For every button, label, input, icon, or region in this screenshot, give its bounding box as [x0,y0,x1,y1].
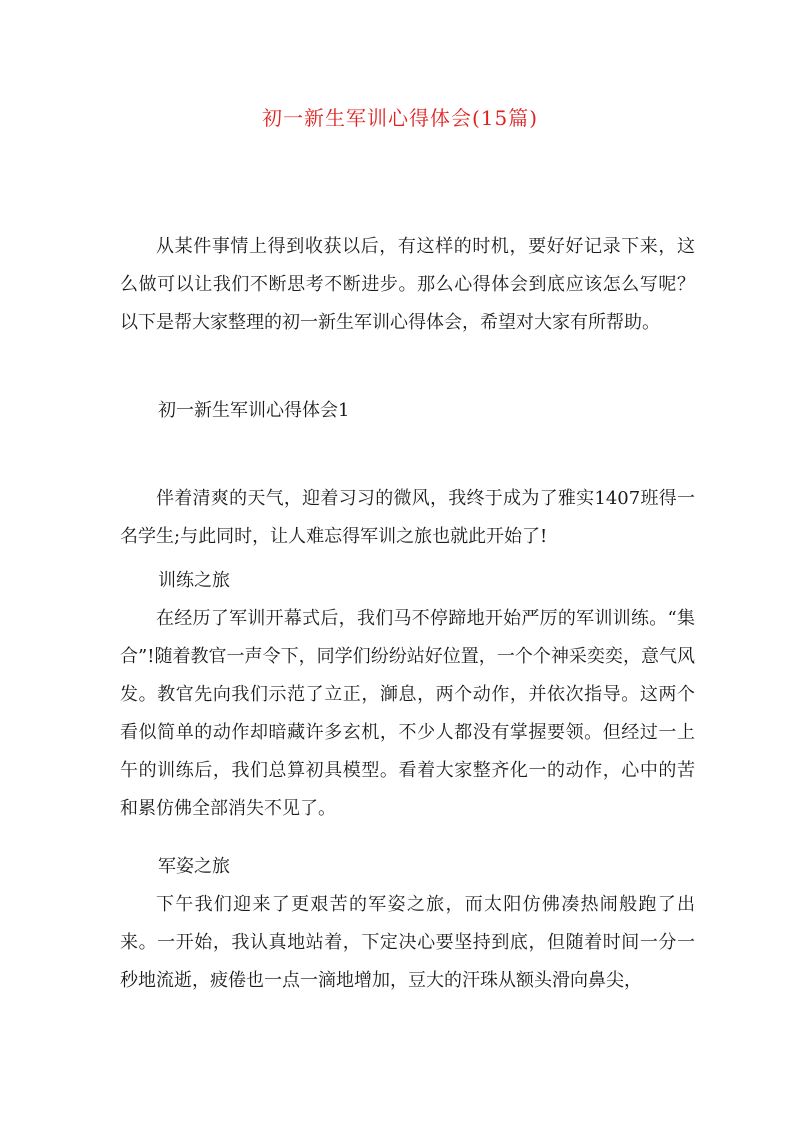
section-heading: 初一新生军训心得体会1 [158,400,350,421]
subheading-posture: 军姿之旅 [158,856,230,877]
paragraph-opening: 伴着清爽的天气，迎着习习的微风，我终于成为了雅实1407班得一名学生;与此同时，让人难忘得军训之旅也就此开始了! [120,488,695,547]
intro-paragraph: 从某件事情上得到收获以后，有这样的时机，要好好记录下来，这么做可以让我们不断思考不断进步。那么心得体会到底应该怎么写呢？以下是帮大家整理的初一新生军训心得体会，希望对大家有所帮助。 [120,236,695,333]
document-title: 初一新生军训心得体会(15篇) [261,106,539,130]
paragraph-training: 在经历了军训开幕式后，我们马不停蹄地开始严厉的军训训练。“集合”!随着教官一声令下，同学们纷纷站好位置，一个个神采奕奕，意气风发。教官先向我们示范了立正，溮息，两个动作，并依次指导。这两个看似简单的动作却暗藏许多玄机，不少人都没有掌握要领。但经过一上午的训练后，我们总算初具模型。看着大家整齐化一的动作，心中的苦和累仿佛全部消失不见了。 [120,608,695,819]
paragraph-posture: 下午我们迎来了更艰苦的军姿之旅，而太阳仿佛凑热闹般跑了出来。一开始，我认真地站着，下定决心要坚持到底，但随着时间一分一秒地流逝，疲倦也一点一滴地增加，豆大的汗珠从额头滑向鼻尖， [120,894,695,991]
subheading-training: 训练之旅 [158,570,230,591]
